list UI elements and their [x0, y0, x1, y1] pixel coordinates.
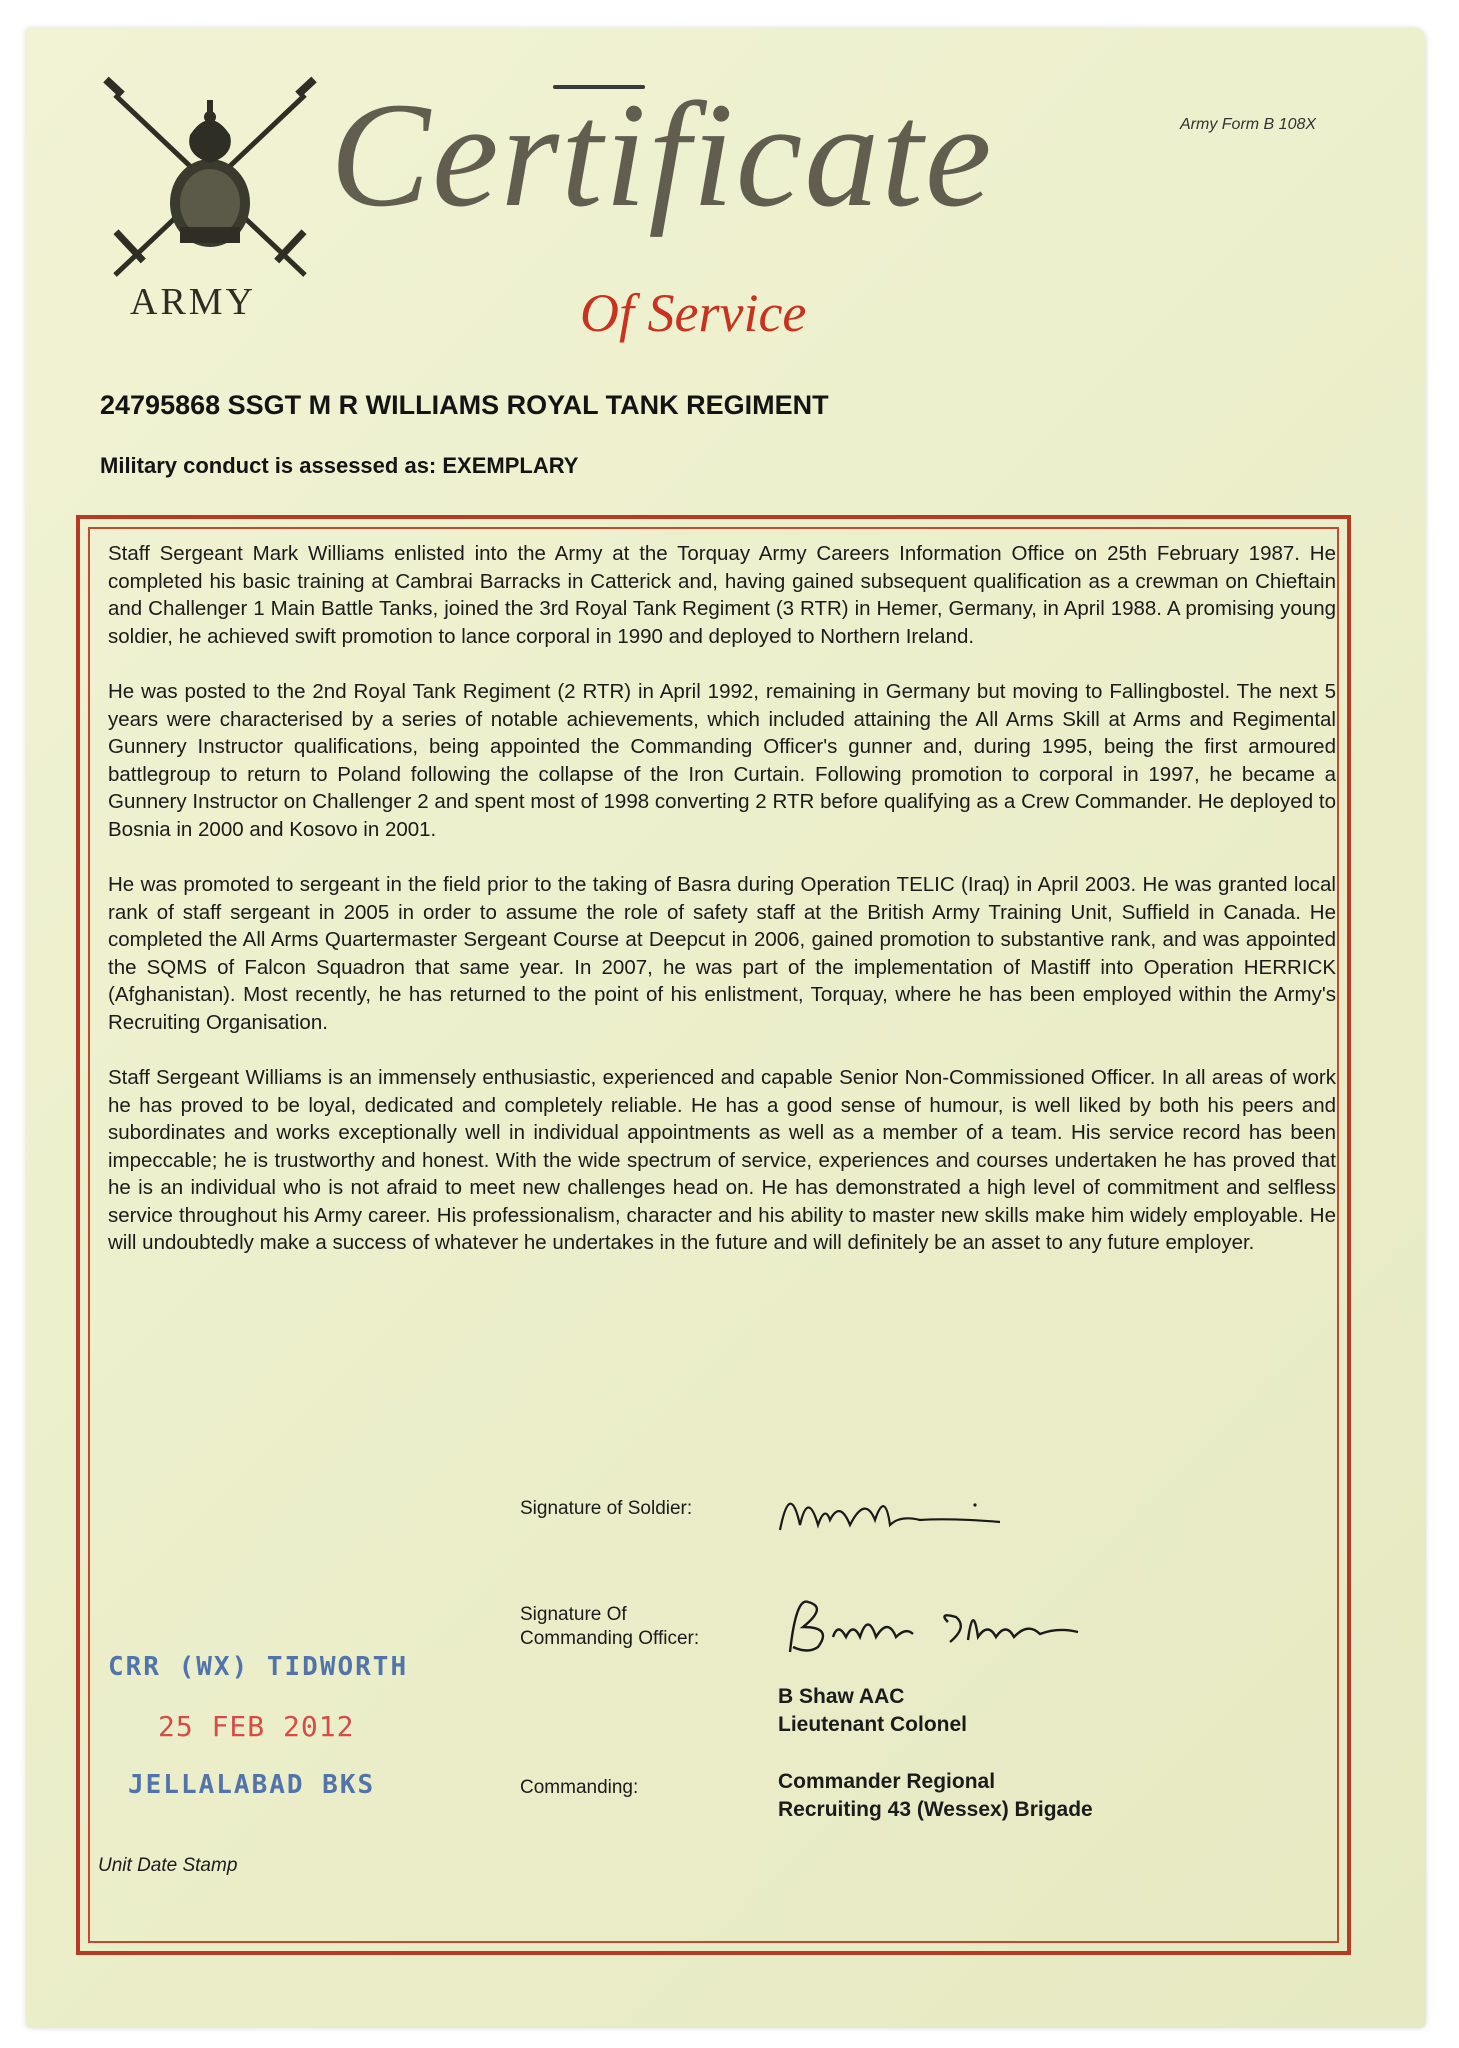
commanding-unit-line1: Commander Regional	[778, 1770, 996, 1793]
service-narrative	[108, 540, 1336, 1285]
officer-signature	[778, 1582, 1098, 1672]
stamp-location: JELLALABAD BKS	[128, 1770, 376, 1800]
officer-signature-label-line1: Signature Of	[520, 1604, 627, 1625]
army-label: ARMY	[130, 281, 257, 323]
narrative-paragraph: Staff Sergeant Mark Williams enlisted into the Army at the Torquay Army Careers Information Office on 25th February 1987. He completed his basic training at Cambrai Barracks in Catterick and, having gained subsequent qualification as a crewman on Chieftain and Challenger 1 Main Battle Tanks, joined the 3rd Royal Tank Regiment (3 RTR) in Hemer, Germany, in April 1988. A promising young soldier, he achieved swift promotion to lance corporal in 1990 and deployed to Northern Ireland.	[108, 542, 1336, 648]
officer-signature-label-line2: Commanding Officer:	[520, 1628, 700, 1649]
form-reference: Army Form B 108X	[1180, 116, 1317, 133]
soldier-signature-label: Signature of Soldier:	[520, 1498, 693, 1519]
stamp-unit: CRR (WX) TIDWORTH	[108, 1652, 409, 1682]
army-crest-icon	[95, 75, 325, 295]
officer-signature-label	[520, 1603, 699, 1651]
officer-rank: Lieutenant Colonel	[778, 1713, 967, 1736]
commanding-unit-line2: Recruiting 43 (Wessex) Brigade	[778, 1798, 1093, 1821]
certificate-subtitle: Of Service	[580, 283, 807, 343]
soldier-identity: 24795868 SSGT M R WILLIAMS ROYAL TANK REGIMENT	[100, 390, 829, 420]
narrative-paragraph: He was promoted to sergeant in the field prior to the taking of Basra during Operation TELIC (Iraq) in April 2003. He was granted local rank of staff sergeant in 2005 in order to assume the role of safety staff at the British Army Training Unit, Suffield in Canada. He completed the All Arms Quartermaster Sergeant Course at Deepcut in 2006, gained promotion to substantive rank, and was appointed the SQMS of Falcon Squadron that same year. In 2007, he was part of the implementation of Mastiff into Operation HERRICK (Afghanistan). Most recently, he has returned to the point of his enlistment, Torquay, where he has been employed within the Army's Recruiting Organisation.	[108, 873, 1336, 1034]
narrative-paragraph: He was posted to the 2nd Royal Tank Regiment (2 RTR) in April 1992, remaining in Germany but moving to Fallingbostel. The next 5 years were characterised by a series of notable achievements, which included attaining the All Arms Skill at Arms and Regimental Gunnery Instructor qualifications, being appointed the Commanding Officer's gunner and, during 1995, being the first armoured battlegroup to return to Poland following the collapse of the Iron Curtain. Following promotion to corporal in 1997, he became a Gunnery Instructor on Challenger 2 and spent most of 1998 converting 2 RTR before qualifying as a Crew Commander. He deployed to Bosnia in 2000 and Kosovo in 2001.	[108, 680, 1336, 841]
unit-date-stamp-label: Unit Date Stamp	[98, 1855, 238, 1876]
officer-name: B Shaw AAC	[778, 1685, 905, 1708]
conduct-assessment: Military conduct is assessed as: EXEMPLARY	[100, 453, 579, 478]
narrative-paragraph: Staff Sergeant Williams is an immensely enthusiastic, experienced and capable Senior Non-Commissioned Officer. In all areas of work he has proved to be loyal, dedicated and completely reliable. He has a good sense of humour, is well liked by both his peers and subordinates and works exceptionally well in individual appointments as well as a member of a team. His service record has been impeccable; he is trustworthy and honest. With the wide spectrum of service, experiences and courses undertaken he has proved that he is an individual who is not afraid to meet new challenges head on. He has demonstrated a high level of commitment and selfless service throughout his Army career. His professionalism, character and his ability to master new skills make him widely employable. He will undoubtedly make a success of whatever he undertakes in the future and will definitely be an asset to any future employer.	[108, 1066, 1336, 1254]
soldier-signature	[770, 1470, 1020, 1550]
stamp-date: 25 FEB 2012	[158, 1710, 355, 1743]
certificate-title: Certificate	[330, 72, 994, 238]
commanding-label: Commanding:	[520, 1777, 639, 1798]
